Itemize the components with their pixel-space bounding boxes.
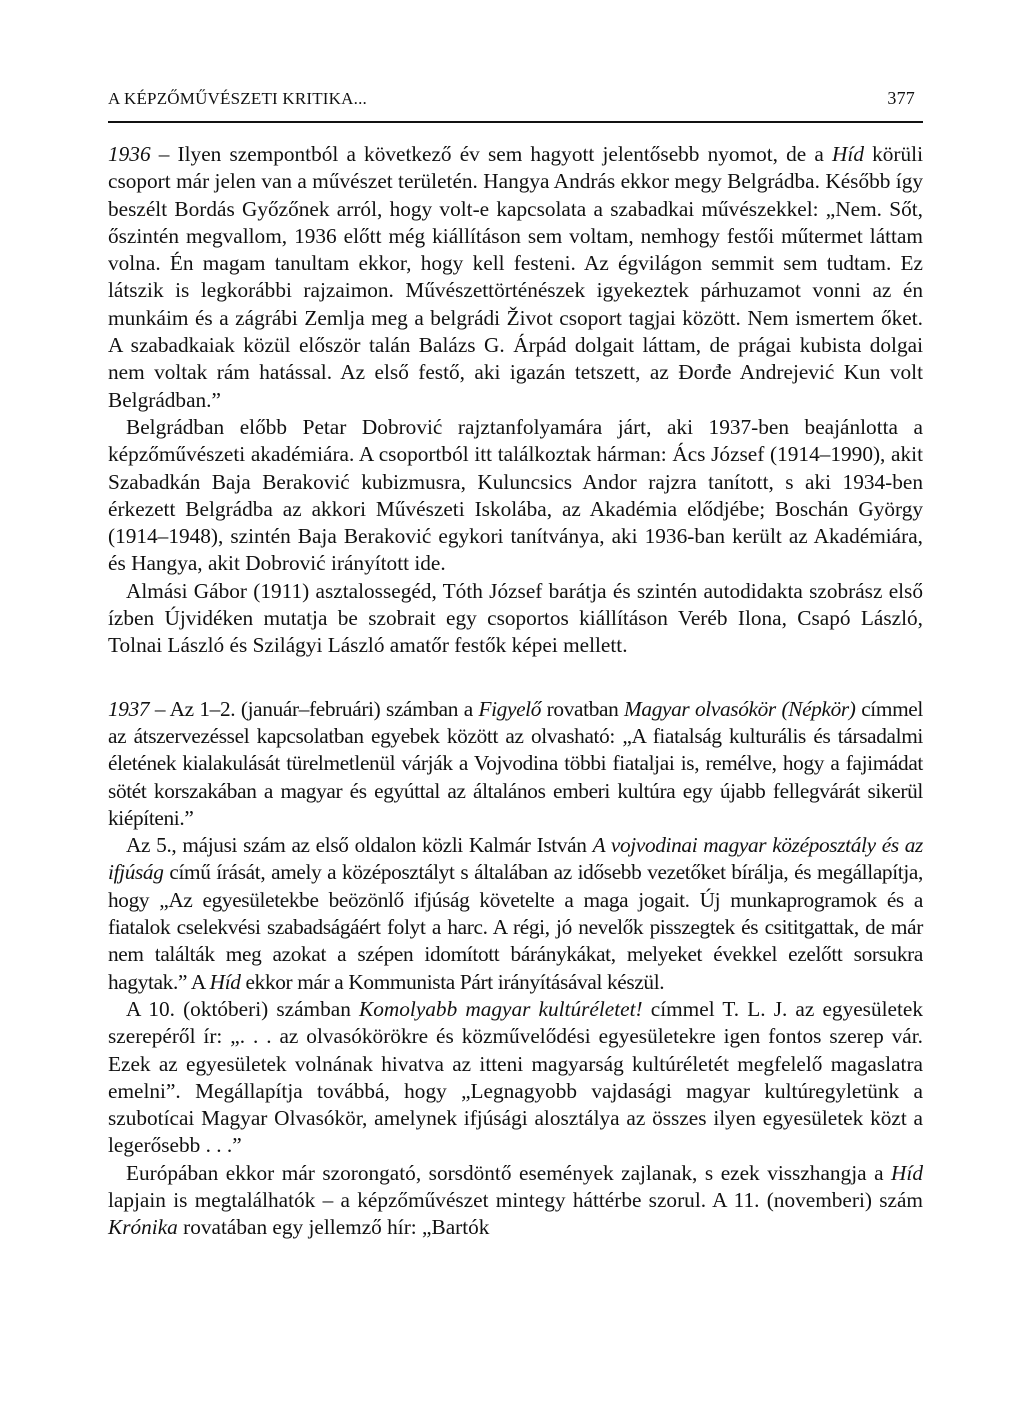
column-title-figyelo: Figyelő xyxy=(478,696,542,721)
section-gap xyxy=(108,660,923,696)
year-1936: 1936 xyxy=(108,142,151,166)
paragraph-belgrade: Belgrádban előbb Petar Dobrović rajztanfolyamára járt, aki 1937-ben beajánlotta a képzőművészeti akadémiára. A csoportból itt találkoztak hárman: Ács József (1914–1990), akit Szabadkán Baja Beraković kubizmusra, Kuluncsics Andor rajzra tanított, s aki 1934-ben érkezett Belgrádba az akkori Művészeti Iskolába, az Akadémia elődjébe; Boschán György (1914–1948), szintén Baja Beraković egykori tanítványa, aki 1936-ban került az Akadémiára, és Hangya, akit Dobrović irányított ide. xyxy=(108,414,923,576)
paragraph-europe: Európában ekkor már szorongató, sorsdöntő események zajlanak, s ezek visszhangja a Híd lapjain is megtalálhatók – a képzőművészet mintegy háttérbe szorul. A 11. (novemberi) szám Krónika rovatában egy jellemző hír: „Bartók xyxy=(108,1160,923,1240)
journal-title-hid: Híd xyxy=(832,142,864,166)
body-text xyxy=(108,141,923,1242)
article-title-kozeposztaly: A vojvodinai magyar középosztály és az ifjúság xyxy=(108,833,923,885)
page-number: 377 xyxy=(887,88,915,108)
year-1937: 1937 xyxy=(108,696,150,721)
paragraph-1936: 1936 – Ilyen szempontból a következő év sem hagyott jelentősebb nyomot, de a Híd körüli csoport már jelen van a művészet területén. Hangya András ekkor megy Belgrádba. Később így beszélt Bordás Győzőnek arról, hogy volt-e kapcsolata a szabadkai művészekkel: „Nem. Sőt, őszintén megvallom, 1936 előtt még kiállításon sem voltam, nemhogy festői műtermet láttam volna. Én magam tanultam ekkor, hogy kell festeni. Az égvilágon semmit sem tudtam. Ez látszik is legkorábbi rajzaimon. Művészettörténészek igyekeztek párhuzamot vonni az én munkáim és a zágrábi Zemlja meg a belgrádi Život csoport tagjai között. Nem ismertem őket. A szabadkaiak közül először talán Balázs G. Árpád dolgait láttam, de prágai kubista dolgai nem voltak rám hatással. Az első festő, aki igazán tetszett, az Đorđe Andrejević Kun volt Belgrádban.” xyxy=(108,142,923,412)
article-title-kulturelet: Komolyabb magyar kultúréletet! xyxy=(359,996,643,1021)
paragraph-1937: 1937 – Az 1–2. (január–februári) számban a Figyelő rovatban Magyar olvasókör (Népkör) címmel az átszervezéssel kapcsolatban egyebek között az olvasható: „A fiatalság kulturális és társadalmi életének kialakulását türelmetlenül várják a Vojvodina többi fiataljai is, remélve, hogy a fajimádat sötét korszakában a magyar és egyúttal az általános emberi kultúra egy újabb fellegvárát sikerül kiépíteni.” xyxy=(108,696,923,830)
journal-title-hid: Híd xyxy=(891,1160,923,1185)
paragraph-almasi: Almási Gábor (1911) asztalossegéd, Tóth József barátja és szintén autodidakta szobrász első ízben Újvidéken mutatja be szobrait egy csoportos kiállításon Veréb Ilona, Csapó László, Tolnai László és Szilágyi László amatőr festők képei mellett. xyxy=(108,578,923,658)
running-header xyxy=(108,88,923,123)
journal-title-hid: Híd xyxy=(209,969,241,994)
running-title: A KÉPZŐMŰVÉSZETI KRITIKA... xyxy=(108,89,367,108)
article-title-olvasokor: Magyar olvasókör (Népkör) xyxy=(624,696,856,721)
paragraph-may-issue: Az 5., májusi szám az első oldalon közli Kalmár István A vojvodinai magyar középosztály és az ifjúság című írását, amely a középosztályt s általában az idősebb vezetőket bírálja, és megállapítja, hogy „Az egyesületekbe beözönlő ifjúság követelte a maga jogait. Új munkaprogramok és a fiatalok cselekvési szabadságáért folyt a harc. A régi, jó nevelők pisszegtek és csititgattak, de már nem találták meg azokat a szépen idomított báránykákat, melyeket évekkel ezelőtt sorsukra hagytak.” A Híd ekkor már a Kommunista Párt irányításával készül. xyxy=(108,833,923,994)
paragraph-october-issue: A 10. (októberi) számban Komolyabb magyar kultúréletet! címmel T. L. J. az egyesületek szerepéről ír: „. . . az olvasókörökre és közművelődési egyesületekre igen fontos szerep vár. Ezek az egyesületek volnának hivatva az itteni magyarság kultúréletét megfelelő magaslatra emelni”. Megállapítja továbbá, hogy „Legnagyobb vajdasági magyar kultúregyletünk a szubotícai Magyar Olvasókör, amelynek ifjúsági alosztálya az összes ilyen egyesületek közt a legerősebb . . .” xyxy=(108,996,923,1158)
column-title-kronika: Krónika xyxy=(108,1215,178,1240)
book-page xyxy=(108,88,923,1242)
